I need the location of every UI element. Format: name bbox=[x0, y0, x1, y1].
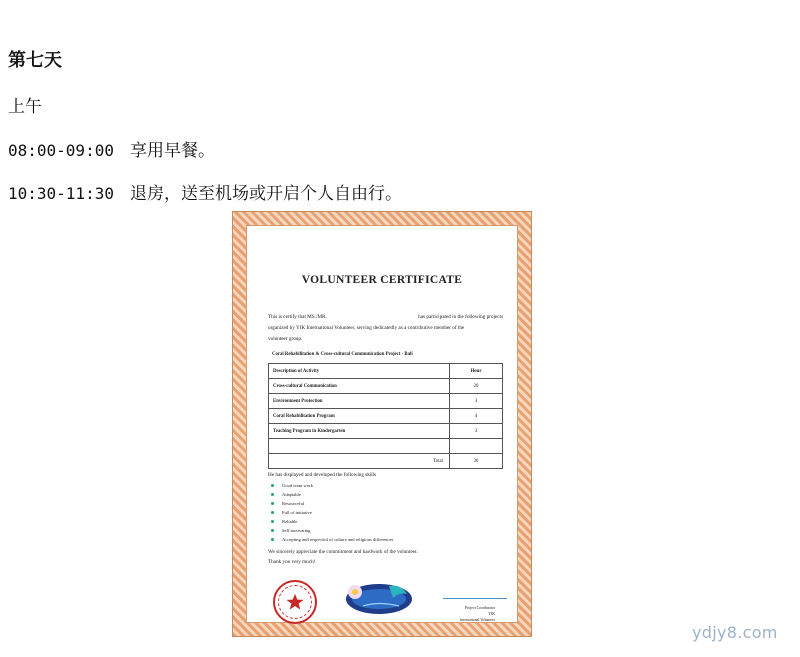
bullet-icon bbox=[271, 502, 274, 505]
bullet-icon bbox=[271, 520, 274, 523]
intro-line1b: has participated in the following projects bbox=[418, 314, 503, 320]
day-title: 第七天 bbox=[8, 50, 62, 71]
skill-text: Accepting and respectful of culture and religious differences bbox=[282, 537, 394, 542]
activity-hours: 4 bbox=[450, 409, 503, 424]
activity-table bbox=[268, 363, 503, 469]
bullet-icon bbox=[271, 493, 274, 496]
activity-hours: 3 bbox=[450, 394, 503, 409]
certificate-title: VOLUNTEER CERTIFICATE bbox=[301, 274, 463, 286]
entry-time: 10:30-11:30 bbox=[8, 184, 114, 203]
list-item bbox=[271, 499, 393, 508]
list-item bbox=[271, 517, 393, 526]
coordinator-org: YIK bbox=[488, 612, 495, 616]
activity-hours: 20 bbox=[450, 379, 503, 394]
skills-list bbox=[271, 481, 393, 544]
header-activity: Description of Activity bbox=[269, 364, 450, 379]
empty-cell bbox=[450, 439, 503, 454]
activity-name: Environment Protection bbox=[269, 394, 450, 409]
intro-line2: organized by YIK International Volunteer, serving dedicatedly as a contributive member of the bbox=[268, 325, 465, 331]
schedule-entry bbox=[8, 179, 402, 204]
coordinator-block bbox=[460, 605, 495, 623]
coordinator-role: Project Coordinator bbox=[464, 606, 495, 610]
bullet-icon bbox=[271, 529, 274, 532]
skill-text: Resourceful bbox=[282, 501, 305, 506]
skills-intro: He has displayed and developed the following skills bbox=[268, 472, 377, 478]
list-item bbox=[271, 481, 393, 490]
entry-activity: 享用早餐。 bbox=[129, 141, 215, 161]
activity-name: Coral Rehabilitation Program bbox=[269, 409, 450, 424]
activity-name: Teaching Program in Kindergarten bbox=[269, 424, 450, 439]
site-watermark: ydjy8.com bbox=[692, 623, 778, 642]
intro-line bbox=[268, 312, 503, 323]
list-item bbox=[271, 490, 393, 499]
total-label: Total bbox=[269, 454, 450, 469]
empty-cell bbox=[269, 439, 450, 454]
volunteer-logo bbox=[343, 582, 413, 616]
skill-text: Self motivating bbox=[282, 528, 311, 533]
schedule-entry bbox=[8, 136, 215, 161]
certificate-intro bbox=[268, 312, 503, 345]
list-item bbox=[271, 535, 393, 544]
entry-activity: 退房，送至机场或开启个人自由行。 bbox=[129, 184, 402, 204]
table-row bbox=[269, 394, 503, 409]
entry-time: 08:00-09:00 bbox=[8, 141, 114, 160]
certificate-body bbox=[246, 225, 518, 623]
skill-text: Good team work bbox=[282, 483, 313, 488]
bullet-icon bbox=[271, 484, 274, 487]
skill-text: Reliable bbox=[282, 519, 298, 524]
header-hour: Hour bbox=[450, 364, 503, 379]
intro-line1a: This is certify that MS./MR. bbox=[268, 314, 327, 320]
coordinator-org-full: International Volunteer bbox=[460, 618, 495, 622]
intro-line3: volunteer group. bbox=[268, 336, 303, 342]
table-row bbox=[269, 409, 503, 424]
appreciation-text: We sincerely appreciate the commitment and hardwork of the volunteer. bbox=[268, 549, 418, 555]
list-item bbox=[271, 526, 393, 535]
project-name: Coral Rehabilitation & Cross-cultural Communication Project - Bali bbox=[272, 352, 413, 357]
table-row bbox=[269, 424, 503, 439]
certificate-image bbox=[232, 211, 532, 637]
list-item bbox=[271, 508, 393, 517]
table-row-empty bbox=[269, 439, 503, 454]
skill-text: Full of initiative bbox=[282, 510, 312, 515]
signature-line bbox=[443, 598, 507, 599]
red-seal-stamp bbox=[273, 580, 317, 624]
thanks-text: Thank you very much! bbox=[268, 559, 316, 565]
table-header-row bbox=[269, 364, 503, 379]
bullet-icon bbox=[271, 538, 274, 541]
table-total-row bbox=[269, 454, 503, 469]
activity-hours: 3 bbox=[450, 424, 503, 439]
table-row bbox=[269, 379, 503, 394]
activity-name: Cross-cultural Communication bbox=[269, 379, 450, 394]
period-label: 上午 bbox=[8, 97, 42, 117]
bullet-icon bbox=[271, 511, 274, 514]
seal-ring bbox=[278, 585, 312, 619]
skill-text: Adaptable bbox=[282, 492, 301, 497]
total-hours: 30 bbox=[450, 454, 503, 469]
